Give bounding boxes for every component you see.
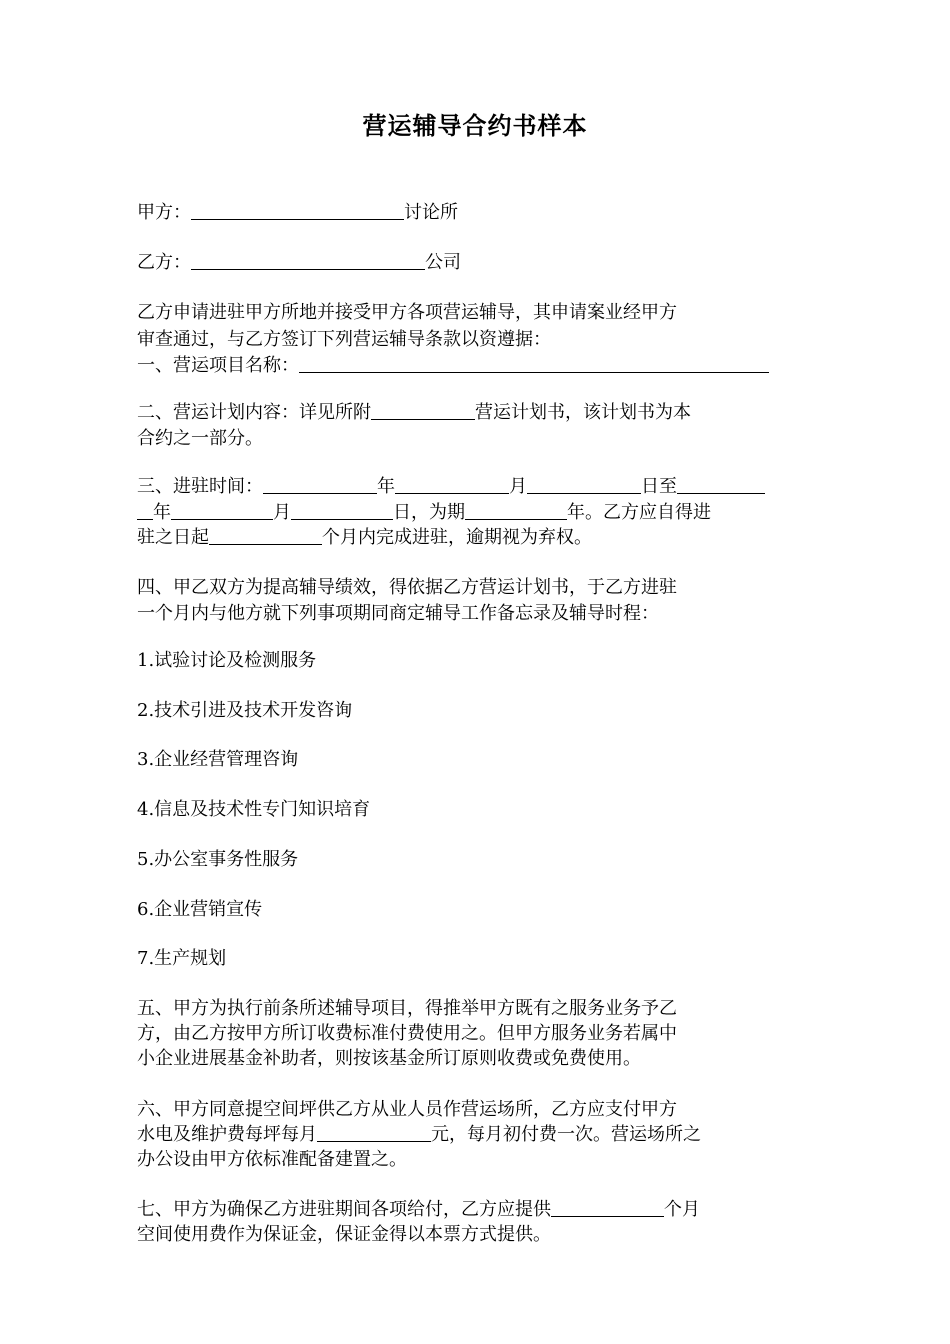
clause-1-label: 一、营运项目名称： xyxy=(137,355,299,376)
start-month-blank xyxy=(395,475,509,494)
clause-7-line-1-post: 个月 xyxy=(664,1199,700,1220)
month-label: 月 xyxy=(509,476,527,497)
clause-2-line-1 xyxy=(137,399,817,426)
party-a-blank xyxy=(191,201,404,220)
clause-3-line-3-post: 个月内完成进驻，逾期视为弃权。 xyxy=(322,527,592,548)
clause-2-blank xyxy=(371,401,475,420)
intro-line-2: 审查通过，与乙方签订下列营运辅导条款以资遵据： xyxy=(137,329,551,350)
clause-2-post: 营运计划书，该计划书为本 xyxy=(475,402,691,423)
party-a-line xyxy=(137,199,817,226)
party-b-blank xyxy=(191,251,425,270)
deposit-months-blank xyxy=(551,1198,664,1217)
clause-7-line-2: 空间使用费作为保证金，保证金得以本票方式提供。 xyxy=(137,1224,551,1245)
clause-7-line-1 xyxy=(137,1196,817,1223)
year-end-label: 年。乙方应自得进 xyxy=(567,502,711,523)
year-label: 年 xyxy=(153,502,171,523)
party-b-label: 乙方： xyxy=(137,252,191,273)
list-item: 1.试验讨论及检测服务 xyxy=(137,650,317,671)
clause-3-line-2 xyxy=(137,499,817,526)
document-title: 营运辅导合约书样本 xyxy=(362,112,588,140)
months-blank xyxy=(209,526,322,545)
party-a-suffix: 讨论所 xyxy=(404,202,458,223)
party-a-label: 甲方： xyxy=(137,202,191,223)
end-year-blank-a xyxy=(677,475,765,494)
month-label: 月 xyxy=(273,502,291,523)
clause-6-line-2-pre: 水电及维护费每坪每月 xyxy=(137,1124,317,1145)
end-month-blank xyxy=(171,501,273,520)
list-item: 7.生产规划 xyxy=(137,948,227,969)
list-item: 2.技术引进及技术开发咨询 xyxy=(137,700,353,721)
end-day-blank xyxy=(291,501,393,520)
list-item: 5.办公室事务性服务 xyxy=(137,849,299,870)
list-item: 6.企业营销宣传 xyxy=(137,899,263,920)
party-b-suffix: 公司 xyxy=(425,252,461,273)
day-to-label: 日至 xyxy=(641,476,677,497)
clause-3-line-3 xyxy=(137,524,817,551)
day-period-label: 日，为期 xyxy=(393,502,465,523)
clause-3-line-3-pre: 驻之日起 xyxy=(137,527,209,548)
clause-5-line-3: 小企业进展基金补助者，则按该基金所订原则收费或免费使用。 xyxy=(137,1048,641,1069)
clause-6-line-3: 办公设由甲方依标准配备建置之。 xyxy=(137,1149,407,1170)
clause-4-line-1: 四、甲乙双方为提高辅导绩效，得依据乙方营运计划书，于乙方进驻 xyxy=(137,577,677,598)
fee-blank xyxy=(317,1123,431,1142)
clause-3-pre: 三、进驻时间： xyxy=(137,476,263,497)
clause-5-line-1: 五、甲方为执行前条所述辅导项目，得推举甲方既有之服务业务予乙 xyxy=(137,998,677,1019)
clause-2-pre: 二、营运计划内容：详见所附 xyxy=(137,402,371,423)
clause-6-line-2-post: 元，每月初付费一次。营运场所之 xyxy=(431,1124,701,1145)
clause-3-line-1 xyxy=(137,473,817,500)
clause-5-line-2: 方，由乙方按甲方所订收费标准付费使用之。但甲方服务业务若属中 xyxy=(137,1023,677,1044)
list-item: 4.信息及技术性专门知识培育 xyxy=(137,799,371,820)
start-day-blank xyxy=(527,475,641,494)
year-label: 年 xyxy=(377,476,395,497)
period-blank xyxy=(465,501,567,520)
clause-1-blank xyxy=(299,354,769,373)
end-year-blank-b xyxy=(137,501,153,520)
party-b-line xyxy=(137,249,817,276)
start-year-blank xyxy=(263,475,377,494)
clause-4-line-2: 一个月内与他方就下列事项期同商定辅导工作备忘录及辅导时程： xyxy=(137,603,659,624)
clause-1-line xyxy=(137,352,817,379)
clause-7-line-1-pre: 七、甲方为确保乙方进驻期间各项给付，乙方应提供 xyxy=(137,1199,551,1220)
clause-6-line-1: 六、甲方同意提空间坪供乙方从业人员作营运场所，乙方应支付甲方 xyxy=(137,1099,677,1120)
list-item: 3.企业经营管理咨询 xyxy=(137,749,299,770)
intro-line-1: 乙方申请进驻甲方所地并接受甲方各项营运辅导，其申请案业经甲方 xyxy=(137,302,677,323)
clause-2-line-2: 合约之一部分。 xyxy=(137,428,263,449)
clause-6-line-2 xyxy=(137,1121,817,1148)
